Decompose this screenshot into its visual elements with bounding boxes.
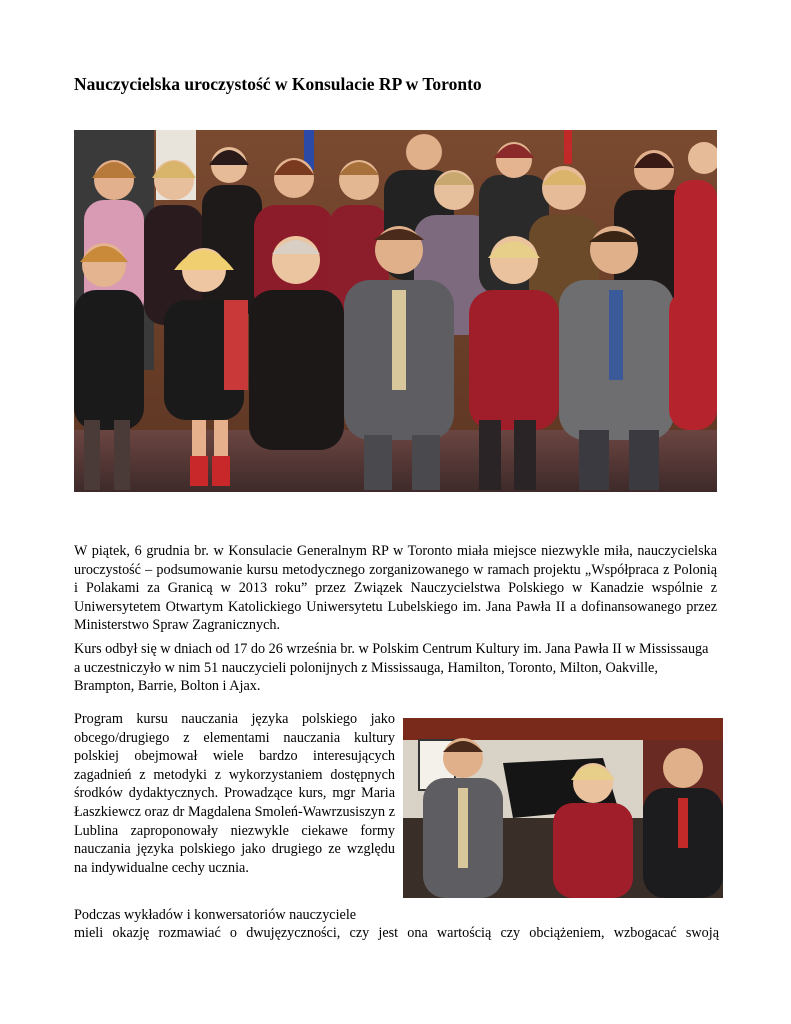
paragraph-1: W piątek, 6 grudnia br. w Konsulacie Generalnym RP w Toronto miała miejsce niezwykle miła, nauczycielska uroczystość – podsumowanie kursu metodycznego zorganizowanego w ramach projektu „Współpraca z Polonią i Polakami za Granicą w 2013 roku” przez Związek Nauczycielstwa Polskiego w Kanadzie wspólnie z Uniwersytetem Otwartym Katolickiego Uniwersytetu Lubelskiego im. Jana Pawła II a dofinansowanego przez Ministerstwo Spraw Zagranicznych. [74, 543, 717, 634]
group-photo-image [74, 130, 717, 492]
paragraph-4-line-2: mieli okazję rozmawiać o dwujęzyczności, czy jest ona wartością czy obciążeniem, wzbogacać swoją [74, 925, 719, 941]
side-photo-image [403, 718, 723, 898]
paragraph-4-line-1: Podczas wykładów i konwersatoriów nauczyciele [74, 907, 357, 923]
group-photo [74, 130, 717, 492]
side-photo [403, 718, 723, 898]
paragraph-2: Kurs odbył się w dniach od 17 do 26 września br. w Polskim Centrum Kultury im. Jana Pawła II w Mississauga a uczestniczyło w nim 51 nauczycieli polonijnych z Mississauga, Hamilton, Toronto, Milton, Oakville, Brampton, Barrie, Bolton i Ajax. [74, 641, 709, 695]
paragraph-3: Program kursu nauczania języka polskiego jako obcego/drugiego z elementami nauczania kultury polskiej obejmował wiele bardzo interesujących zagadnień z metodyki z wykorzystaniem dostępnych środków dydaktycznych. Prowadzące kurs, mgr Maria Łaszkiewcz oraz dr Magdalena Smoleń-Wawrzusiszyn z Lublina zaproponowały niezwykle ciekawe formy nauczania języka polskiego jako drugiego ze względu na indywidualne cechy ucznia. [74, 711, 395, 876]
article-title: Nauczycielska uroczystość w Konsulacie RP w Toronto [74, 74, 482, 94]
